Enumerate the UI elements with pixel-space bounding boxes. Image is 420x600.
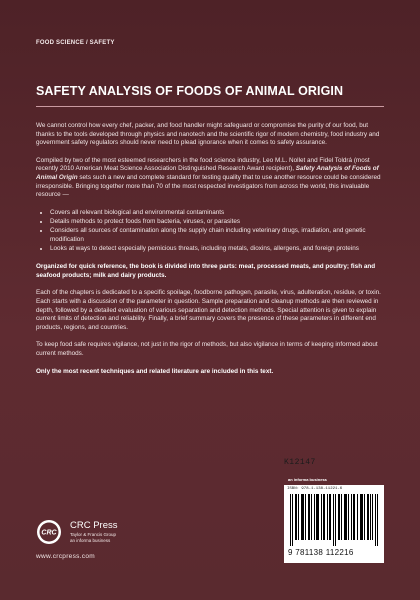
publisher-name: CRC Press xyxy=(70,520,118,531)
barcode-bars xyxy=(290,494,378,546)
isbn-barcode xyxy=(284,485,384,563)
feature-item: • Covers all relevant biological and environmental contaminants xyxy=(50,209,384,218)
isbn-label: ISBN: 978-1-138-11221-6 xyxy=(287,487,343,491)
publisher-group: Taylor & Francis Group xyxy=(70,532,117,537)
crc-logo-text: CRC xyxy=(41,529,57,537)
closing-statement: Only the most recent techniques and related literature are included in this text. xyxy=(36,367,274,375)
feature-item: • Looks at ways to detect especially pernicious threats, including metals, dioxins, allergens, and foreign proteins xyxy=(50,245,384,254)
authors-text-start: Compiled by two of the most esteemed researchers in the food science industry, Leo M.L. Nollet and Fidel Toldrá (most recently 2010 American Meat Science Association Distinguished Research Award recipient), xyxy=(36,156,370,173)
crc-press-logo xyxy=(36,519,62,545)
vigilance-paragraph: To keep food safe requires vigilance, not just in the rigor of methods, but also vigilance in terms of keeping informed about current methods. xyxy=(36,341,378,357)
informa-tag: an informa business xyxy=(288,477,327,482)
feature-list xyxy=(36,209,384,253)
chapters-paragraph: Each of the chapters is dedicated to a specific spoilage, foodborne pathogen, parasite, virus, adulteration, residue, or toxin. Each starts with a discussion of the parameter in question. Sample preparation and cleanup methods are then reviewed in depth, followed by a detailed evaluation of various separation and detection methods. Special attention is given to explain current limits of detection and reliability. Finally, a brief summary covers the presence of these parameters in different end products, regions, and countries. xyxy=(36,289,381,331)
publisher-tagline: an informa business xyxy=(70,537,111,543)
feature-item: • Details methods to protect foods from bacteria, viruses, or parasites xyxy=(50,218,384,227)
publisher-subtitle xyxy=(70,532,116,543)
book-title: SAFETY ANALYSIS OF FOODS OF ANIMAL ORIGIN xyxy=(36,84,344,98)
catalog-code: K12147 xyxy=(284,458,316,467)
authors-paragraph xyxy=(36,157,384,200)
category-label: FOOD SCIENCE / SAFETY xyxy=(36,40,115,46)
description-body xyxy=(36,122,384,385)
book-title-reference: Safety Analysis of Foods of Animal Origin xyxy=(36,165,379,181)
feature-item: • Considers all sources of contamination along the supply chain including veterinary drugs, irradiation, and genetic modification xyxy=(50,227,384,244)
intro-paragraph: We cannot control how every chef, packer, and food handler might safeguard or compromise the purity of our food, but thanks to the tools developed through physics and nanotech and the scientific rigor of modern chemistry, food industry and government safety regulators should never need to plead ignorance when it comes to safety assurance. xyxy=(36,122,380,147)
authors-text-end: sets such a new and complete standard for testing quality that to use another resource could be considered irresponsible. Bringing together more than 70 of the most respected investigators from across the world, this invaluable resource — xyxy=(36,173,381,199)
organization-paragraph: Organized for quick reference, the book is divided into three parts: meat, processed meats, and poultry; fish and seafood products; milk and dairy products. xyxy=(36,263,376,279)
publisher-url[interactable]: www.crcpress.com xyxy=(36,553,95,560)
title-divider xyxy=(36,106,384,107)
barcode-number: 9 781138 112216 xyxy=(288,548,354,557)
